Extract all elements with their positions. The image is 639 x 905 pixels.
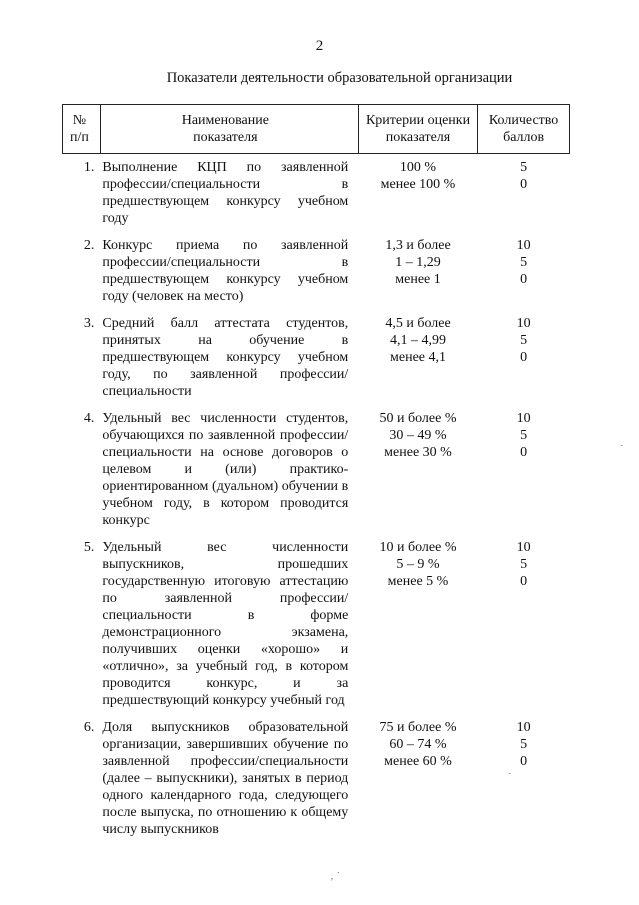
row-criteria [358,154,477,228]
criteria-value: 60 – 74 % [389,737,447,752]
row-points [478,529,570,709]
row-indicator-name: Доля выпускников образовательной организации, завершивших обучение по заявленной профессии/специальности (далее – выпускники), занятых в период одного календарного года, следующего после выпуска, по отношению к общему числу выпускников [102,720,349,837]
criteria-value: менее 1 [395,272,441,287]
header-name-line: Наименование [181,113,269,128]
table-header-row [63,105,570,154]
row-indicator-name: Удельный вес численности студентов, обучающихся по заявленной профессии/специальности на основе договоров о целевом и (или) практико-ориентированном (дуальном) обучении в учебном году, в котором проводится конкурс [102,411,349,528]
criteria-value: менее 4,1 [390,350,446,365]
header-num-line: п/п [70,130,89,145]
header-points-line: Количество [488,113,559,128]
header-points [478,105,570,154]
points-value: 5 [520,255,528,270]
row-number: 5. [83,540,95,555]
criteria-value: 1,3 и более [385,238,451,253]
row-number: 3. [83,316,95,331]
points-value: 10 [516,316,531,331]
table-row [63,400,570,529]
header-points-line: баллов [503,130,545,145]
header-num-line: № [72,113,87,128]
scan-speck: · [620,440,624,452]
row-number: 1. [83,160,95,175]
row-points [478,227,570,305]
criteria-value: 10 и более % [379,540,457,555]
row-indicator-name: Выполнение КЦП по заявленной профессии/специальности в предшествующем конкурсу учебном году [102,160,349,226]
criteria-value: 1 – 1,29 [395,255,441,270]
row-points [478,400,570,529]
points-value: 5 [520,428,528,443]
row-number: 4. [83,411,95,426]
header-criteria [358,105,477,154]
row-number: 6. [83,720,95,735]
table-row [63,154,570,228]
table-row [63,227,570,305]
row-criteria [358,227,477,305]
points-value: 10 [516,411,531,426]
criteria-value: менее 5 % [387,574,449,589]
points-value: 0 [520,272,528,287]
points-value: 0 [520,445,528,460]
criteria-value: 4,5 и более [385,316,451,331]
criteria-value: 100 % [399,160,437,175]
criteria-value: менее 60 % [384,754,452,769]
points-value: 5 [520,160,528,175]
row-points [478,709,570,838]
row-criteria [358,305,477,400]
header-name [100,105,358,154]
row-criteria [358,709,477,838]
header-name-line: показателя [193,130,258,145]
row-number: 2. [83,238,95,253]
points-value: 10 [516,238,531,253]
row-indicator-name: Конкурс приема по заявленной профессии/специальности в предшествующем конкурсу учебном году (человек на место) [102,238,349,304]
row-indicator-name: Средний балл аттестата студентов, принятых на обучение в предшествующем конкурсу учебном году, по заявленной профессии/специальности [102,316,349,399]
points-value: 10 [516,720,531,735]
points-value: 5 [520,737,528,752]
document-title: Показатели деятельности образовательной организации [166,70,513,86]
points-value: 0 [520,754,528,769]
points-value: 0 [520,574,528,589]
criteria-value: менее 30 % [384,445,452,460]
criteria-value: 30 – 49 % [389,428,447,443]
criteria-value: 75 и более % [379,720,457,735]
scan-speck: ‚ ˙ [330,870,341,882]
scan-speck: · [508,768,512,780]
criteria-value: менее 100 % [380,177,456,192]
table-row [63,305,570,400]
header-num [63,105,101,154]
row-points [478,154,570,228]
criteria-value: 4,1 – 4,99 [390,333,446,348]
row-points [478,305,570,400]
points-value: 5 [520,557,528,572]
points-value: 0 [520,350,528,365]
criteria-value: 5 – 9 % [396,557,440,572]
indicators-table [62,104,570,838]
row-criteria [358,529,477,709]
points-value: 5 [520,333,528,348]
table-row [63,709,570,838]
table-row [63,529,570,709]
header-criteria-line: Критерии оценки [365,113,471,128]
row-indicator-name: Удельный вес численности выпускников, прошедших государственную итоговую аттестацию по заявленной профессии/ специальности в форме демонстрационного экзамена, получивших оценки «хорошо» и «отлично», за учебный год, в котором проводится конкурс, и за предшествующий конкурсу учебный год [102,540,349,708]
points-value: 10 [516,540,531,555]
page-number: 2 [315,38,324,54]
row-criteria [358,400,477,529]
criteria-value: 50 и более % [379,411,457,426]
header-criteria-line: показателя [385,130,451,145]
points-value: 0 [520,177,528,192]
